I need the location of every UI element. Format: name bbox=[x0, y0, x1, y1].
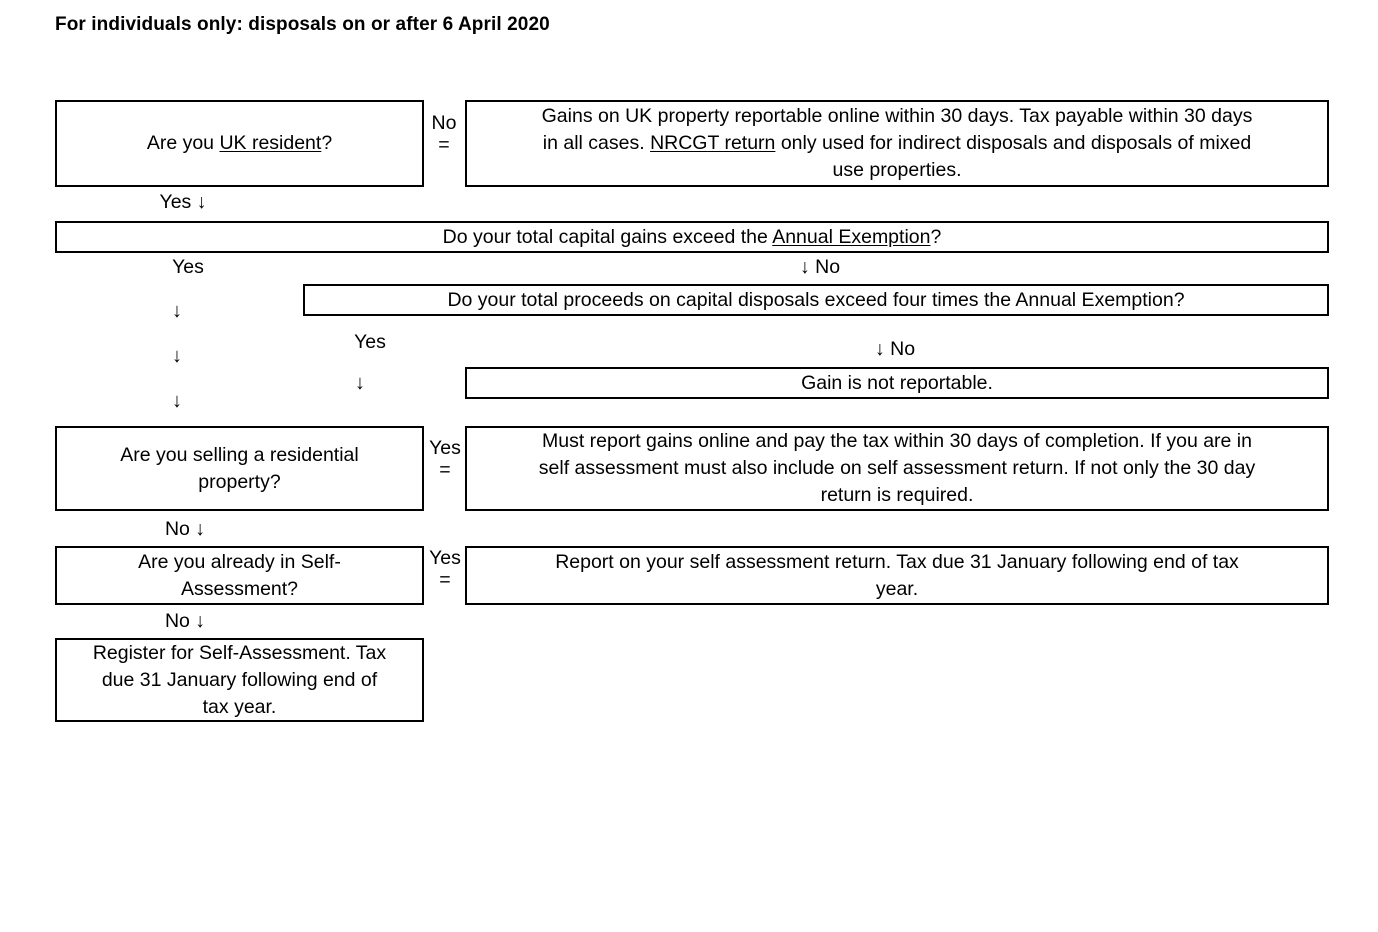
connector-proceeds-no-arrow: ↓ bbox=[874, 338, 885, 360]
node-self-assessment-outcome bbox=[465, 546, 1329, 605]
connector-uk-resident-no-symbol: = bbox=[438, 134, 450, 156]
node-gain-not-reportable bbox=[465, 367, 1329, 399]
connector-yes-chain-arrow-3: ↓ bbox=[172, 390, 182, 412]
node-uk-resident-text bbox=[65, 130, 414, 157]
uk-resident-text-before: Are you bbox=[146, 132, 220, 154]
connector-self-assessment-yes-label: Yes bbox=[429, 547, 461, 569]
connector-proceeds-yes bbox=[330, 331, 410, 354]
node-register-outcome bbox=[55, 638, 424, 722]
connector-residential-no-label: No bbox=[164, 518, 190, 540]
self-assessment-line1: Are you already in Self- bbox=[138, 550, 341, 573]
connector-self-assessment-no-arrow: ↓ bbox=[195, 610, 206, 632]
connector-exemption-no-label: No bbox=[815, 256, 841, 278]
residential-outcome-line2: self assessment must also include on self assessment return. If not only the 30 day bbox=[538, 457, 1256, 479]
connector-residential-no bbox=[145, 518, 225, 541]
connector-proceeds-yes-arrow: ↓ bbox=[355, 372, 365, 394]
connector-self-assessment-yes-symbol: = bbox=[439, 569, 451, 591]
residential-line1: Are you selling a residential bbox=[120, 443, 359, 466]
node-register-outcome-text bbox=[65, 640, 414, 721]
register-line1: Register for Self-Assessment. Tax bbox=[92, 641, 387, 664]
self-assessment-outcome-line2: year. bbox=[875, 577, 919, 600]
connector-self-assessment-no bbox=[145, 610, 225, 633]
node-annual-exemption-question bbox=[55, 221, 1329, 253]
connector-proceeds-no-label: No bbox=[890, 338, 916, 360]
connector-residential-no-arrow: ↓ bbox=[195, 518, 206, 540]
nrcgt-return-link: NRCGT return bbox=[650, 132, 776, 154]
node-residential-text bbox=[65, 442, 414, 496]
node-self-assessment-text bbox=[65, 549, 414, 603]
connector-uk-resident-yes-label: Yes bbox=[159, 191, 192, 213]
residential-outcome-line3: return is required. bbox=[820, 484, 974, 506]
connector-proceeds-yes-label: Yes bbox=[354, 331, 386, 353]
node-self-assessment-question bbox=[55, 546, 424, 605]
node-gain-not-reportable-text: Gain is not reportable. bbox=[801, 371, 993, 394]
node-nrcgt-outcome-text bbox=[475, 103, 1319, 184]
annual-exemption-link: Annual Exemption bbox=[772, 225, 931, 248]
page-title: For individuals only: disposals on or after 6 April 2020 bbox=[55, 14, 550, 35]
connector-exemption-yes-label: Yes bbox=[172, 256, 204, 278]
annual-exemption-text-after: ? bbox=[930, 225, 942, 248]
connector-uk-resident-no-label: No bbox=[431, 112, 457, 134]
nrcgt-line1: Gains on UK property reportable online within 30 days. Tax payable within 30 days bbox=[541, 105, 1253, 127]
self-assessment-outcome-line1: Report on your self assessment return. Tax due 31 January following end of tax bbox=[555, 550, 1239, 573]
connector-residential-yes-label: Yes bbox=[429, 437, 461, 459]
nrcgt-line2-before: in all cases. bbox=[542, 132, 651, 154]
node-self-assessment-outcome-text bbox=[475, 549, 1319, 603]
residential-line2: property? bbox=[198, 470, 281, 493]
connector-exemption-no bbox=[775, 256, 865, 279]
node-proceeds-question bbox=[303, 284, 1329, 316]
node-annual-exemption-text bbox=[65, 224, 1319, 251]
connector-uk-resident-no bbox=[427, 112, 461, 156]
connector-uk-resident-yes-arrow: ↓ bbox=[196, 191, 207, 213]
annual-exemption-text-before: Do your total capital gains exceed the bbox=[442, 225, 773, 248]
node-residential-outcome bbox=[465, 426, 1329, 511]
nrcgt-line2-after: only used for indirect disposals and disposals of mixed bbox=[775, 132, 1252, 154]
connector-yes-chain-arrow-2: ↓ bbox=[172, 345, 182, 367]
self-assessment-line2: Assessment? bbox=[180, 577, 299, 600]
connector-self-assessment-yes bbox=[425, 547, 465, 591]
uk-resident-link: UK resident bbox=[219, 132, 322, 154]
node-nrcgt-outcome bbox=[465, 100, 1329, 187]
connector-yes-chain-arrow-1: ↓ bbox=[172, 300, 182, 322]
register-line3: tax year. bbox=[202, 695, 277, 718]
node-residential-outcome-text bbox=[475, 428, 1319, 509]
connector-uk-resident-yes bbox=[143, 191, 223, 214]
connector-residential-yes-symbol: = bbox=[439, 459, 451, 481]
node-residential-question bbox=[55, 426, 424, 511]
connector-self-assessment-no-label: No bbox=[164, 610, 190, 632]
connector-residential-yes bbox=[425, 437, 465, 481]
uk-resident-text-after: ? bbox=[321, 132, 333, 154]
node-uk-resident bbox=[55, 100, 424, 187]
register-line2: due 31 January following end of bbox=[101, 668, 378, 691]
connector-exemption-no-arrow: ↓ bbox=[799, 256, 810, 278]
connector-exemption-yes bbox=[148, 256, 228, 279]
residential-outcome-line1: Must report gains online and pay the tax within 30 days of completion. If you are in bbox=[542, 430, 1252, 452]
nrcgt-line3: use properties. bbox=[832, 159, 962, 181]
node-proceeds-text: Do your total proceeds on capital disposals exceed four times the Annual Exemption? bbox=[447, 288, 1185, 311]
connector-proceeds-no bbox=[850, 338, 940, 361]
